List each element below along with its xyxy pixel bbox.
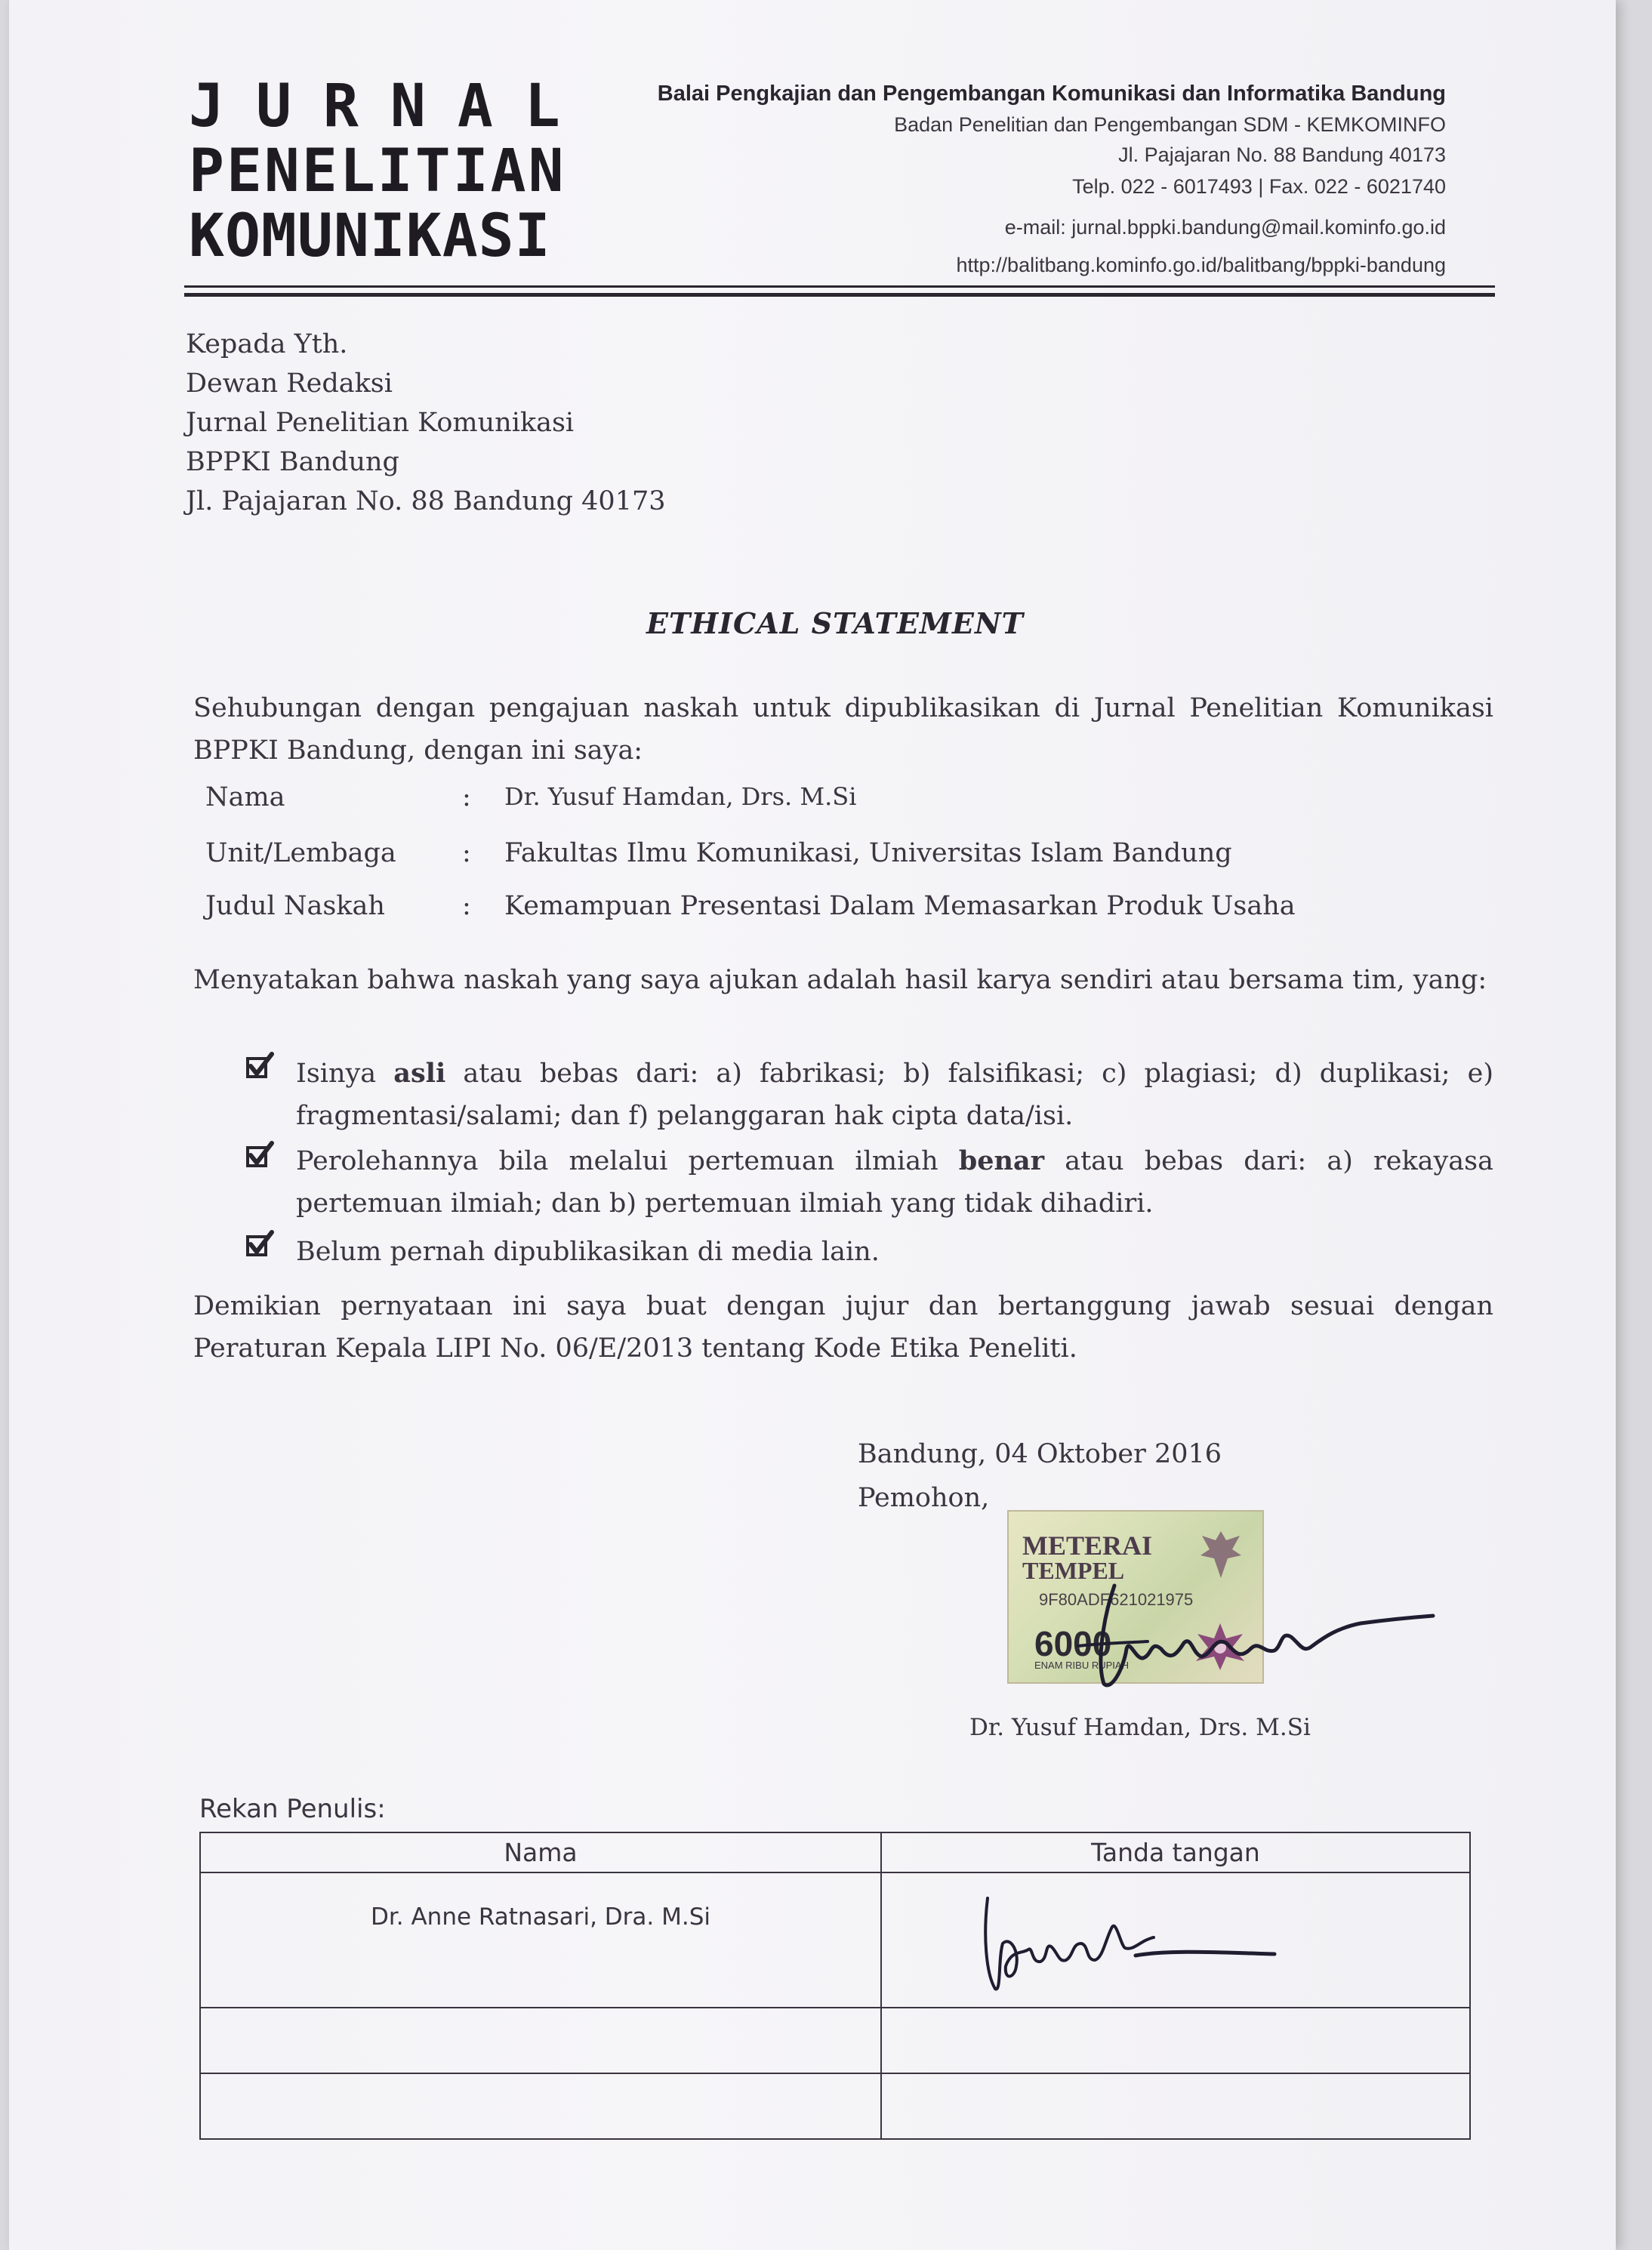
column-header-name: Nama [200, 1832, 881, 1872]
recipient-line-2: Dewan Redaksi [186, 368, 393, 399]
recipient-line-5: Jl. Pajajaran No. 88 Bandung 40173 [186, 486, 666, 516]
document-title: ETHICAL STATEMENT [646, 606, 1024, 640]
checklist-item-2-pre: Perolehannya bila melalui pertemuan ilmiah [296, 1146, 959, 1176]
coauthors-table [199, 1832, 1471, 2140]
declaration-paragraph: Menyatakan bahwa naskah yang saya ajukan adalah hasil karya sendiri atau bersama tim, yang: [193, 965, 1487, 995]
recipient-line-3: Jurnal Penelitian Komunikasi [186, 408, 575, 438]
table-row [200, 2008, 1470, 2073]
checklist-item-1-post: atau bebas dari: a) fabrikasi; b) falsifikasi; c) plagiasi; d) duplikasi; e) fragmentasi/salami; dan f) pelanggaran hak cipta data/isi. [296, 1059, 1493, 1131]
stamp-serial: 9F80ADF621021975 [1039, 1590, 1194, 1609]
journal-logo-line-3: KOMUNIKASI [189, 202, 551, 270]
field-name-label: Nama [205, 782, 285, 812]
field-title-value: Kemampuan Presentasi Dalam Memasarkan Produk Usaha [504, 891, 1296, 921]
checklist-item-1 [296, 1053, 1493, 1137]
header-divider [184, 285, 1495, 288]
table-row [200, 2073, 1470, 2139]
coauthor-name-cell [200, 2008, 881, 2073]
table-row [200, 1872, 1470, 2008]
checklist-item-2-emphasis: benar [958, 1145, 1045, 1176]
field-name-colon: : [462, 782, 471, 812]
coauthor-signature-cell [881, 2008, 1470, 2073]
stamp-title-1: METERAI [1022, 1530, 1153, 1561]
coauthor-signature [972, 1883, 1305, 1996]
checked-box-icon [245, 1229, 275, 1259]
column-header-signature: Tanda tangan [881, 1832, 1470, 1872]
stamp-title-2: TEMPEL [1022, 1557, 1125, 1584]
checked-box-icon [245, 1051, 275, 1081]
document-page [9, 0, 1616, 2250]
recipient-line-1: Kepada Yth. [186, 329, 348, 359]
coauthor-name-cell: Dr. Anne Ratnasari, Dra. M.Si [200, 1872, 881, 2008]
checklist-item-1-pre: Isinya [296, 1059, 394, 1089]
field-title-colon: : [462, 891, 471, 921]
checklist-item-1-emphasis: asli [393, 1058, 446, 1089]
stamp-amount-words: ENAM RIBU RUPIAH [1034, 1660, 1129, 1671]
coauthor-signature-cell [881, 2073, 1470, 2139]
closing-paragraph: Demikian pernyataan ini saya buat dengan jujur dan bertanggung jawab sesuai dengan Peraturan Kepala LIPI No. 06/E/2013 tentang Kode Etika Peneliti. [193, 1291, 1493, 1364]
recipient-line-4: BPPKI Bandung [186, 447, 399, 477]
journal-logo-line-1: JURNAL [189, 72, 592, 140]
checked-box-icon [245, 1140, 275, 1170]
checklist-item-2-post: atau bebas dari: a) rekayasa pertemuan ilmiah; dan b) pertemuan ilmiah yang tidak dihadiri. [296, 1146, 1493, 1219]
header-institution: Balai Pengkajian dan Pengembangan Komunikasi dan Informatika Bandung [657, 82, 1446, 106]
checklist-item-3: Belum pernah dipublikasikan di media lain. [296, 1237, 880, 1267]
intro-paragraph: Sehubungan dengan pengajuan naskah untuk dipublikasikan di Jurnal Penelitian Komunikasi BPPKI Bandung, dengan ini saya: [193, 693, 1493, 766]
header-divider-thick [184, 293, 1495, 297]
applicant-signature [1051, 1570, 1444, 1699]
field-title-label: Judul Naskah [205, 891, 385, 921]
coauthors-heading: Rekan Penulis: [199, 1794, 386, 1824]
stamp-amount: 6000 [1034, 1624, 1112, 1663]
checklist-item-2 [296, 1140, 1493, 1225]
header-email: e-mail: jurnal.bppki.bandung@mail.kominfo.go.id [1004, 216, 1446, 239]
field-unit-value: Fakultas Ilmu Komunikasi, Universitas Islam Bandung [504, 838, 1232, 868]
coauthor-name-cell [200, 2073, 881, 2139]
signature-name: Dr. Yusuf Hamdan, Drs. M.Si [969, 1714, 1311, 1741]
coauthor-signature-cell [881, 1872, 1470, 2008]
journal-logo-line-2: PENELITIAN [189, 137, 566, 205]
header-website: http://balitbang.kominfo.go.id/balitbang/bppki-bandung [956, 254, 1446, 276]
header-phone: Telp. 022 - 6017493 | Fax. 022 - 6021740 [1072, 175, 1446, 198]
field-name-value: Dr. Yusuf Hamdan, Drs. M.Si [504, 782, 857, 811]
field-unit-label: Unit/Lembaga [205, 838, 396, 868]
header-address: Jl. Pajajaran No. 88 Bandung 40173 [1118, 143, 1446, 166]
signature-place-date: Bandung, 04 Oktober 2016 [858, 1439, 1222, 1469]
field-unit-colon: : [462, 838, 471, 868]
signature-role: Pemohon, [858, 1483, 990, 1513]
header-agency: Badan Penelitian dan Pengembangan SDM - KEMKOMINFO [894, 113, 1446, 136]
